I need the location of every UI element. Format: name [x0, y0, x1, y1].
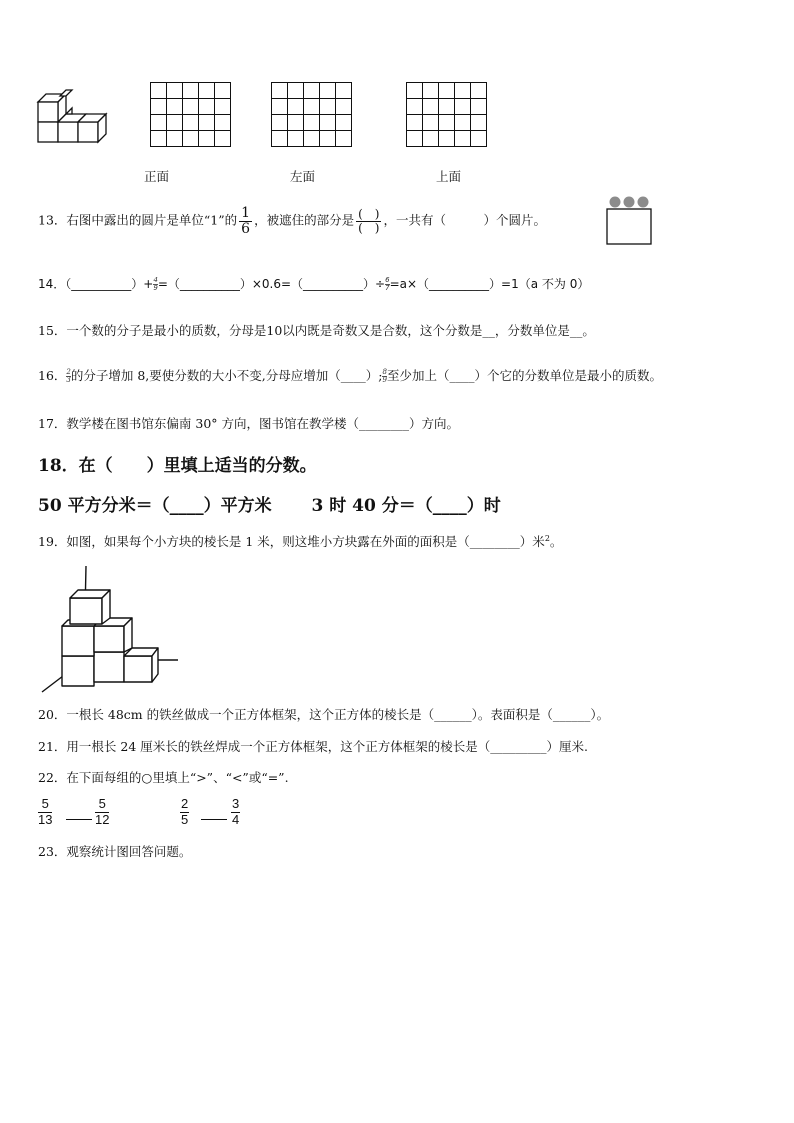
fraction-four-ninths: $\frac{4}{9}$	[153, 276, 158, 292]
question-16: 16． $\frac{2}{3}$ 的分子增加 8,要使分数的大小不变,分母应增加（____）; $\frac{8}{9}$ 至少加上（____）个它的分数单位是最小的质数。	[38, 368, 662, 384]
fraction-one-sixth: $\frac{1}{6}$	[241, 205, 251, 237]
question-22: 22．在下面每组的○里填上“>”、“<”或“=”.	[38, 770, 289, 785]
fraction-two-thirds: $\frac{2}{3}$	[66, 368, 71, 384]
front-view-label: 正面	[144, 169, 170, 184]
fraction-six-sevenths: $\frac{6}{7}$	[385, 276, 390, 292]
question-20: 20．一根长 48cm 的铁丝做成一个正方体框架，这个正方体的棱长是（______）。表面积是（______）。	[38, 707, 610, 722]
compare-b-left-fraction: 2 5	[181, 796, 189, 827]
question-19: 19．如图，如果每个小方块的棱长是 1 米，则这堆小方块露在外面的面积是（________）米$^2$。	[38, 534, 563, 550]
cube-stack-figure	[36, 86, 118, 148]
compare-a-right-fraction: 5 12	[95, 796, 110, 827]
compare-b-blank[interactable]	[201, 819, 227, 820]
compare-a-blank[interactable]	[66, 819, 92, 820]
question-18-items: 50 平方分米＝（____）平方米 3 时 40 分＝（____）时	[38, 496, 501, 516]
compare-a-left-fraction: 5 13	[38, 796, 53, 827]
left-view-grid	[271, 82, 352, 147]
question-14: 14．（__________）+ $\frac{4}{9}$ =（__________）×0.6=（__________）÷ $\frac{6}{7}$ =a×（__________）=1（a 不为 0）	[38, 276, 590, 292]
stacked-cubes-figure	[38, 564, 186, 696]
front-view-grid	[150, 82, 231, 147]
fraction-eight-ninths: $\frac{8}{9}$	[382, 368, 387, 384]
question-18: 18．在（ ）里填上适当的分数。	[38, 456, 317, 476]
question-21: 21．用一根长 24 厘米长的铁丝焊成一个正方体框架，这个正方体框架的棱长是（_________）厘米.	[38, 739, 588, 754]
covered-circles-figure	[605, 194, 653, 246]
question-23: 23．观察统计图回答问题。	[38, 844, 192, 859]
left-view-label: 左面	[290, 169, 316, 184]
blank-fraction[interactable]: $\frac{( )}{( )}$	[358, 207, 380, 235]
question-17: 17．教学楼在图书馆东偏南 30° 方向，图书馆在教学楼（________）方向。	[38, 416, 460, 431]
top-view-grid	[406, 82, 487, 147]
top-view-label: 上面	[436, 169, 462, 184]
question-15: 15．一个数的分子是最小的质数，分母是10以内既是奇数又是合数，这个分数是__，分数单位是__。	[38, 323, 595, 338]
question-13: 13．右图中露出的圆片是单位“1”的 $\frac{1}{6}$ ，被遮住的部分是 $\frac{( )}{( )}$ ，一共有（ ）个圆片。	[38, 205, 546, 237]
compare-b-right-fraction: 3 4	[232, 796, 240, 827]
